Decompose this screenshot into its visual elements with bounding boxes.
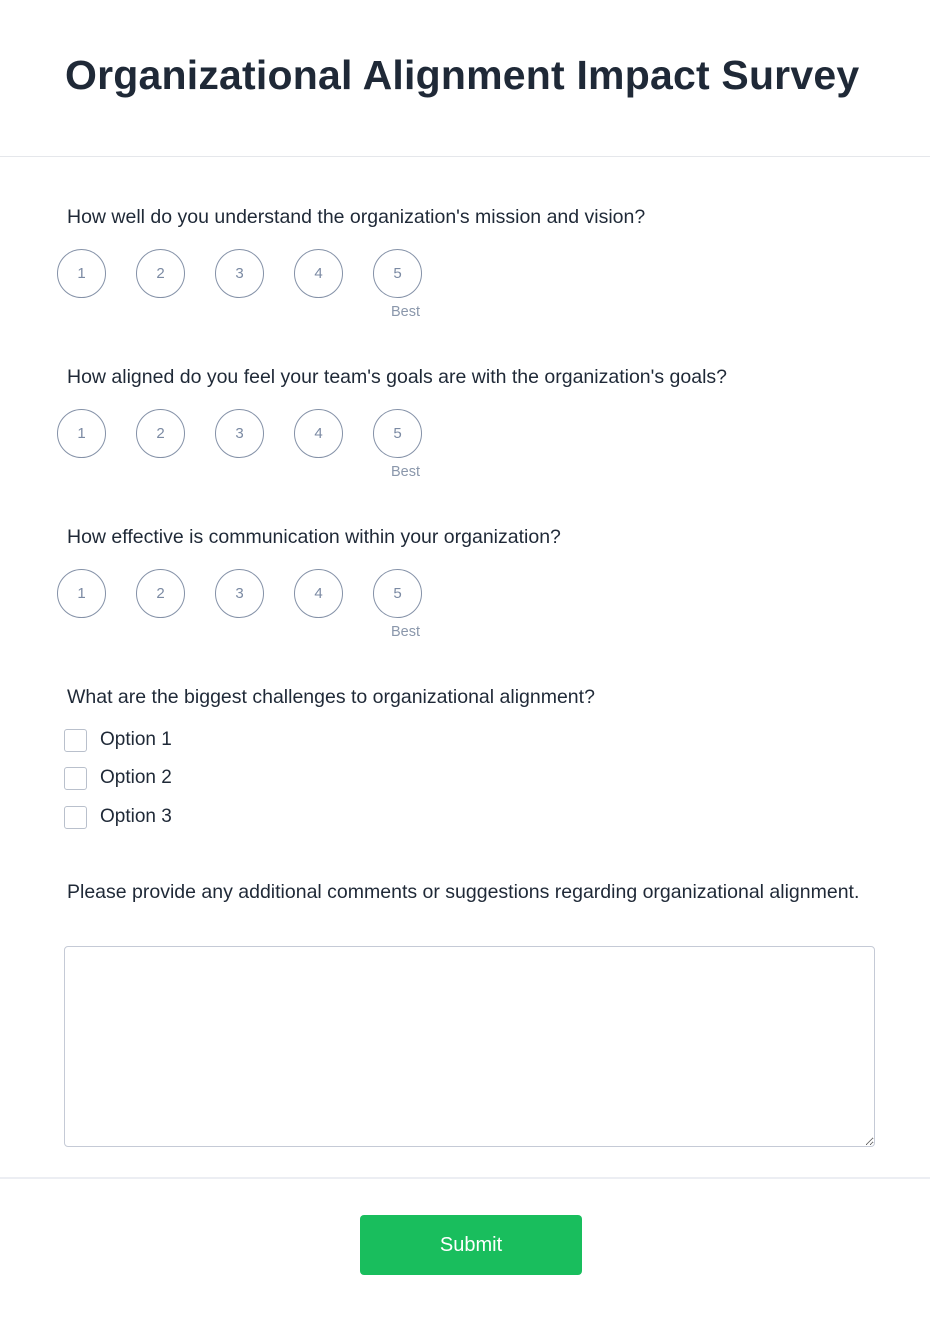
rating-option-3[interactable]: 3 (215, 409, 264, 458)
rating-option-4[interactable]: 4 (294, 409, 343, 458)
question-comments: Please provide any additional comments or suggestions regarding organizational alignment. (67, 881, 860, 903)
checkbox[interactable] (64, 806, 87, 829)
footer-divider (0, 1177, 930, 1179)
question-challenges: What are the biggest challenges to organizational alignment? (67, 686, 595, 708)
checkbox-option-1[interactable] (64, 727, 172, 753)
comments-textarea[interactable] (64, 946, 875, 1147)
rating-option-2[interactable]: 2 (136, 409, 185, 458)
rating-option-2[interactable]: 2 (136, 249, 185, 298)
rating-scale (57, 569, 437, 649)
rating-option-4[interactable]: 4 (294, 569, 343, 618)
rating-option-3[interactable]: 3 (215, 569, 264, 618)
best-label: Best (391, 304, 421, 320)
question-2: How aligned do you feel your team's goals are with the organization's goals? (67, 366, 728, 388)
rating-option-5[interactable]: 5 (373, 249, 422, 298)
best-label: Best (391, 464, 421, 480)
rating-scale (57, 249, 437, 329)
rating-option-3[interactable]: 3 (215, 249, 264, 298)
rating-option-4[interactable]: 4 (294, 249, 343, 298)
rating-option-1[interactable]: 1 (57, 249, 106, 298)
question-3: How effective is communication within your organization? (67, 526, 561, 548)
checkbox[interactable] (64, 729, 87, 752)
option-label: Option 2 (100, 767, 172, 788)
question-1: How well do you understand the organization's mission and vision? (67, 206, 646, 228)
rating-option-5[interactable]: 5 (373, 409, 422, 458)
rating-option-1[interactable]: 1 (57, 409, 106, 458)
page-title: Organizational Alignment Impact Survey (65, 52, 860, 98)
rating-option-2[interactable]: 2 (136, 569, 185, 618)
checkbox-option-2[interactable] (64, 765, 172, 791)
checkbox-option-3[interactable] (64, 804, 172, 830)
submit-button[interactable]: Submit (360, 1215, 582, 1275)
rating-option-5[interactable]: 5 (373, 569, 422, 618)
survey-header (0, 0, 930, 157)
option-label: Option 1 (100, 729, 172, 750)
best-label: Best (391, 624, 421, 640)
checkbox[interactable] (64, 767, 87, 790)
option-label: Option 3 (100, 806, 172, 827)
rating-option-1[interactable]: 1 (57, 569, 106, 618)
rating-scale (57, 409, 437, 489)
